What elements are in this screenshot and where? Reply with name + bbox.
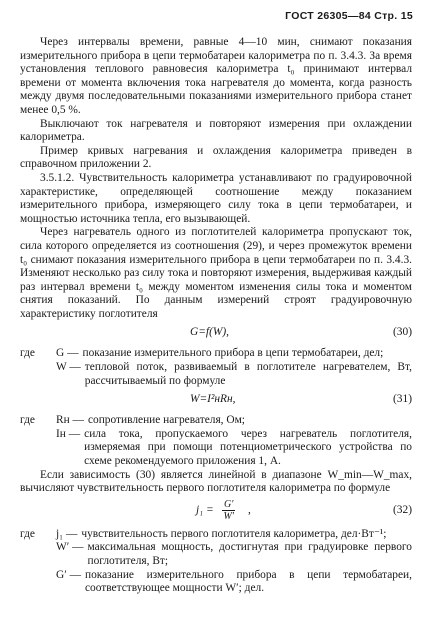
formula-32-tail: , [248,503,251,516]
definition-text: показание измерительного прибора в цепи термобатареи, соответствующее мощности W′; дел. [84,568,412,595]
document-body [20,36,412,596]
definition-symbol: W — [56,361,81,374]
definition-lead: где [20,527,35,540]
definition-text: максимальная мощность, достигнутая при градуировке первого поглотителя, Вт; [87,541,412,567]
definition-j1 [20,528,412,542]
formula-32 [20,499,412,525]
definition-text: сила тока, пропускаемого через нагреватель поглотителя, измеряемая при помощи потенциометрического устройства по схеме рекомендуемого приложения 1, А. [84,427,412,468]
definition-W-prime [20,541,412,568]
definition-G [20,347,412,361]
paragraph-sensitivity: 3.5.1.2. Чувствительность калориметра устанавливают по градуировочной характеристике, определяющей соотношение между показанием измерительного прибора, измеряющего силу тока в цепи термобатареи, и мощностью источника тепла, его вызывающей. [20,171,412,225]
definition-G-prime [20,569,412,596]
formula-32-number: (32) [393,503,412,516]
formula-32-denominator: W′ [223,510,234,522]
formula-30-number: (30) [393,326,412,339]
formula-32-lhs: j₁ = [196,503,214,516]
definition-symbol: Iн — [56,427,81,440]
definition-lead: где [20,347,35,360]
formula-32-numerator: G′ [224,498,234,510]
definition-text: сопротивление нагревателя, Ом; [87,414,245,427]
definition-symbol: G — [56,347,79,360]
definition-symbol: Rн — [56,414,84,427]
definition-In [20,428,412,469]
formula-31 [20,391,412,411]
definition-symbol: j₁ — [56,527,78,540]
paragraph-cooling: Выключают ток нагревателя и повторяют измерения при охлаждении калориметра. [20,117,412,144]
paragraph-linear-check: Если зависимость (30) является линейной в диапазоне W_min—W_max, вычисляют чувствительность первого поглотителя калориметра по формуле [20,468,412,495]
formula-30-expression: G=f(W), [190,326,229,339]
page-header: ГОСТ 26305—84 Стр. 15 [285,10,413,22]
definition-symbol: W′ — [56,541,84,554]
definition-Rn [20,414,412,428]
paragraph-heating-interval: Через интервалы времени, равные 4—10 мин, снимают показания измерительного прибора в цепи термобатареи калориметра по п. 3.4.3. За время установления теплового равновесия калориметра t₀ принимают интервал времени от момента включения тока нагревателя до момента, когда разность между двумя последовательными показаниями измерительного прибора станет менее 0,5 %. [20,36,412,116]
definition-text: показание измерительного прибора в цепи термобатареи, дел; [82,347,384,360]
definition-symbol: G′ — [56,568,81,581]
definition-text: тепловой поток, развиваемый в поглотителе нагревателем, Вт, рассчитываемый по формуле [84,361,412,387]
formula-32-fraction [222,499,235,522]
paragraph-example-curves: Пример кривых нагревания и охлаждения калориметра приведен в справочном приложении 2. [20,144,412,171]
formula-31-expression: W=I²нRн, [190,393,236,406]
formula-31-number: (31) [393,393,412,406]
paragraph-calibration-procedure: Через нагреватель одного из поглотителей калориметра пропускают ток, сила которого определяется из соотношения (29), и через промежуток времени t₀ снимают показания измерительного прибора в цепи термобатареи по п. 3.4.3. Изменяют несколько раз силу тока и повторяют измерения, выдерживая каждый раз интервал времени t₀ между моментом изменения силы тока и моментом снятия показаний. По данным измерений строят градуировочную характеристику поглотителя [20,226,412,320]
definition-W [20,361,412,388]
definition-lead: где [20,414,35,427]
definition-text: чувствительность первого поглотителя калориметра, дел·Вт⁻¹; [81,527,387,540]
formula-30 [20,324,412,344]
